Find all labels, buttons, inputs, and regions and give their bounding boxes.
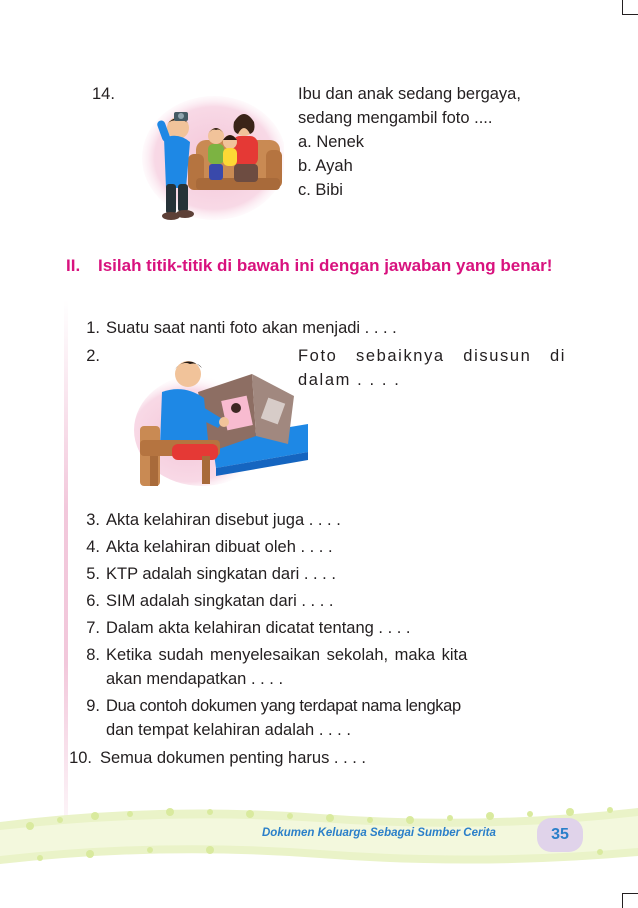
item-number: 5.: [86, 565, 100, 583]
boy-reading-album-illustration: [132, 340, 312, 490]
section-number: II.: [66, 256, 81, 275]
item-text: Semua dokumen penting harus . . . .: [100, 749, 366, 767]
item-text-line-1: Dua contoh dokumen yang terdapat nama lengkap: [106, 697, 461, 715]
item-text: Dalam akta kelahiran dicatat tentang . . . .: [106, 619, 411, 637]
item-number: 10.: [69, 749, 92, 767]
question-14-text: [298, 82, 566, 202]
margin-accent-bar: [64, 300, 68, 820]
question-14-number: 14.: [92, 85, 115, 103]
section-title: Isilah titik-titik di bawah ini dengan jawaban yang benar!: [98, 256, 553, 275]
footer-chapter-title: Dokumen Keluarga Sebagai Sumber Cerita: [262, 827, 496, 839]
item-text: Akta kelahiran dibuat oleh . . . .: [106, 538, 333, 556]
crop-mark-bottom-right-h: [622, 893, 638, 894]
item-text: Akta kelahiran disebut juga . . . .: [106, 511, 341, 529]
option-c: c. Bibi: [298, 181, 343, 199]
item-number: 2.: [86, 347, 100, 365]
item-text-line-2: akan mendapatkan . . . .: [106, 670, 284, 688]
crop-mark-top-right: [622, 0, 623, 14]
item-number: 3.: [86, 511, 100, 529]
item-text: KTP adalah singkatan dari . . . .: [106, 565, 336, 583]
crop-mark-top-right-h: [622, 14, 638, 15]
question-14-line-2: sedang mengambil foto ....: [298, 109, 493, 127]
item-text-line-2: dan tempat kelahiran adalah . . . .: [106, 721, 351, 739]
page-number-badge: 35: [537, 818, 583, 852]
item-2-text: Foto sebaiknya disusun di dalam . . . .: [298, 347, 566, 389]
item-number: 8.: [86, 646, 100, 664]
family-photo-illustration: [134, 92, 284, 224]
item-number: 7.: [86, 619, 100, 637]
item-text-line-1: Ketika sudah menyelesaikan sekolah, maka kita: [106, 646, 468, 664]
option-b: b. Ayah: [298, 157, 353, 175]
crop-mark-bottom-right: [622, 894, 623, 908]
question-14-line-1: Ibu dan anak sedang bergaya,: [298, 85, 521, 103]
item-number: 9.: [86, 697, 100, 715]
item-text: Suatu saat nanti foto akan menjadi . . . .: [106, 319, 397, 337]
item-number: 4.: [86, 538, 100, 556]
item-text: SIM adalah singkatan dari . . . .: [106, 592, 334, 610]
item-number: 6.: [86, 592, 100, 610]
item-number: 1.: [86, 319, 100, 337]
option-a: a. Nenek: [298, 133, 365, 151]
